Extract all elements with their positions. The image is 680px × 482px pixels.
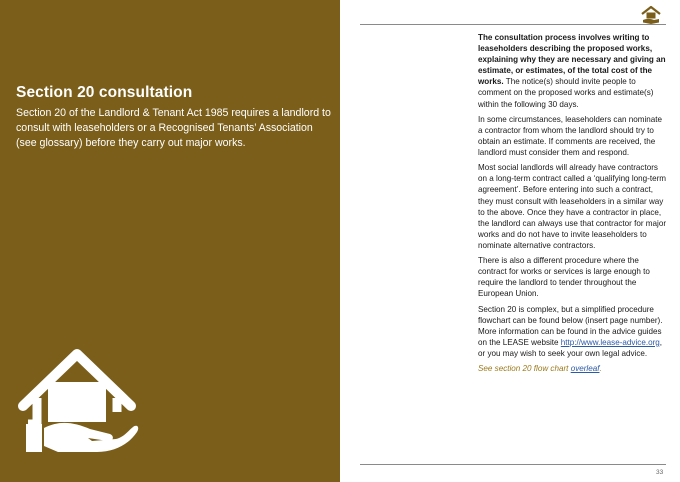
header-divider <box>360 24 666 25</box>
section-title: Section 20 consultation <box>16 84 193 101</box>
further-info-text: Section 20 is complex, but a simplified procedure flowchart can be found below (insert page number). More information can be found in the advice guides on the LEASE website <box>478 304 663 347</box>
consultation-detail: The notice(s) should invite people to comment on the proposed works and estimate(s) within the following 30 days. <box>478 77 654 109</box>
lease-advice-link[interactable]: http://www.lease-advice.org <box>560 337 660 347</box>
paragraph-long-term-agreement: Most social landlords will already have contractors on a long-term contract called a ‘qualifying long-term agreement’. Before entering into such a contract, they must consult with leaseholders in a similar way to the above. Once they have a contractor in place, the landlord can always use that contractor for major works and do not have to invite leaseholders to nominate alternative contractors. <box>478 163 667 250</box>
overleaf-link[interactable]: overleaf <box>570 364 600 374</box>
further-info-end: , or you may wish to seek your own legal advice. <box>478 337 663 358</box>
flowchart-reference <box>478 363 668 374</box>
body-text <box>478 32 668 378</box>
flowchart-reference-end: . <box>599 364 602 374</box>
house-in-hand-icon <box>14 342 140 454</box>
consultation-summary: The consultation process involves writing to leaseholders describing the proposed works, explaining why they are necessary and giving an estimate, or estimates, of the total cost of the works. <box>478 33 666 87</box>
footer-divider <box>360 464 666 465</box>
paragraph-further-info <box>478 304 668 359</box>
flowchart-reference-text: See section 20 flow chart <box>478 364 571 374</box>
page-number: 33 <box>656 469 664 476</box>
house-in-hand-logo-icon <box>640 5 662 25</box>
paragraph-consultation <box>478 32 668 110</box>
paragraph-nominate-contractor: In some circumstances, leaseholders can nominate a contractor from whom the landlord should try to obtain an estimate. If comments are received, the landlord must consider them and respond. <box>478 114 662 158</box>
paragraph-eu-tender: There is also a different procedure where the contract for works or services is large enough to require the landlord to tender throughout the European Union. <box>478 256 650 299</box>
section-intro: Section 20 of the Landlord & Tenant Act 1985 requires a landlord to consult with leaseholders or a Recognised Tenants’ Association (see glossary) before they carry out major works. <box>16 107 331 149</box>
